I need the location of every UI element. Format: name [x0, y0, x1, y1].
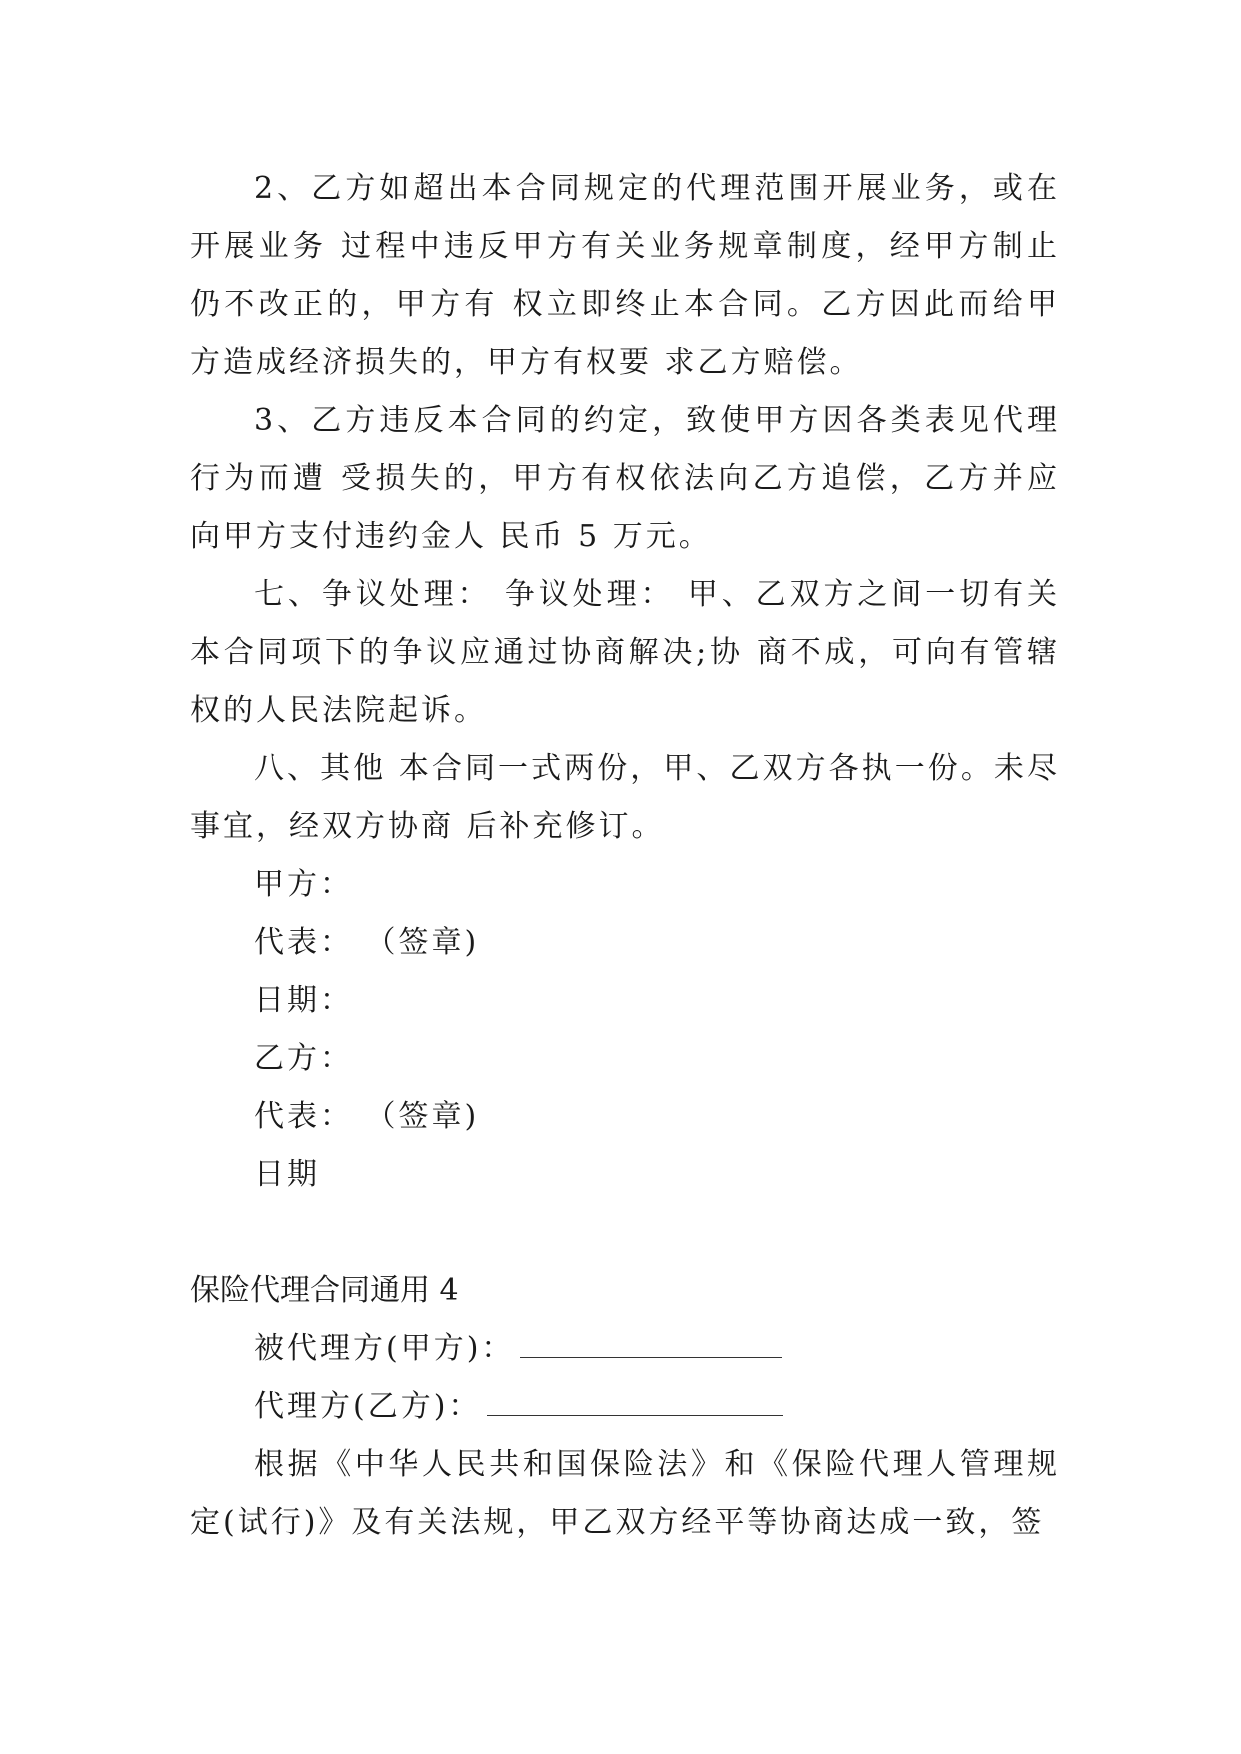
- party-b-label: 乙方：: [254, 1041, 353, 1076]
- principal-party-line: [190, 1320, 1060, 1378]
- party-a-representative: 代表： （签章): [254, 925, 480, 960]
- agent-party-line: [190, 1378, 1060, 1436]
- party-b-representative: 代表： （签章): [254, 1099, 480, 1134]
- agent-party-blank: [487, 1389, 783, 1416]
- contract-title: 保险代理合同通用 4: [190, 1273, 459, 1308]
- other-clause-paragraph: 八、其他 本合同一式两份，甲、乙双方各执一份。未尽事宜，经双方协商 后补充修订。: [190, 751, 1060, 844]
- signature-block: [190, 856, 1060, 1204]
- clause-3-paragraph: 3、乙方违反本合同的约定，致使甲方因各类表见代理行为而遭 受损失的，甲方有权依法向乙方追偿，乙方并应向甲方支付违约金人 民币 5 万元。: [190, 403, 1060, 554]
- party-b-date: 日期: [254, 1157, 320, 1192]
- section-spacer: [190, 1204, 1060, 1262]
- party-a-date: 日期：: [254, 983, 353, 1018]
- document-body: [190, 160, 1060, 1552]
- contract-intro-paragraph: 根据《中华人民共和国保险法》和《保险代理人管理规定(试行)》及有关法规，甲乙双方经平等协商达成一致，签: [190, 1447, 1060, 1540]
- principal-party-label: 被代理方(甲方)：: [254, 1331, 515, 1366]
- agent-party-label: 代理方(乙方)：: [254, 1389, 482, 1424]
- clause-2-paragraph: 2、乙方如超出本合同规定的代理范围开展业务，或在开展业务 过程中违反甲方有关业务规章制度，经甲方制止仍不改正的，甲方有 权立即终止本合同。乙方因此而给甲方造成经济损失的，甲方有权要 求乙方赔偿。: [190, 171, 1060, 380]
- party-a-label: 甲方：: [254, 867, 353, 902]
- dispute-clause-paragraph: 七、争议处理： 争议处理： 甲、乙双方之间一切有关本合同项下的争议应通过协商解决;协 商不成，可向有管辖权的人民法院起诉。: [190, 577, 1060, 728]
- principal-party-blank: [520, 1331, 782, 1358]
